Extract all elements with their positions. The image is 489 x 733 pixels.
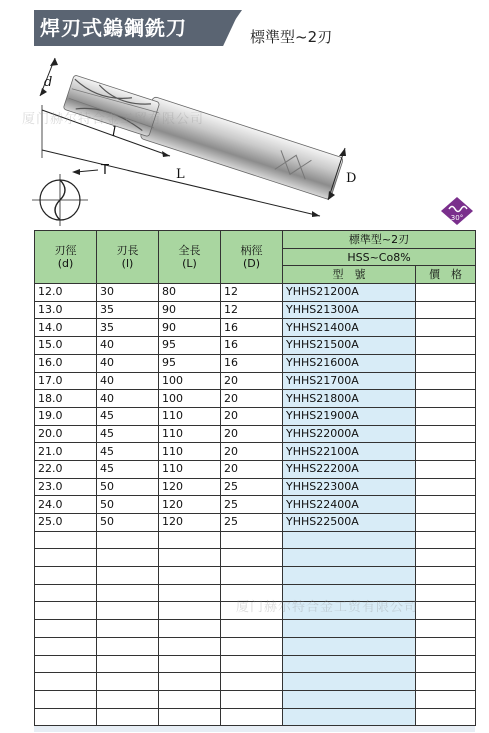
- empty-cell: [35, 549, 97, 567]
- cell-model: YHHS22500A: [283, 514, 416, 532]
- table-row: [35, 301, 476, 319]
- cell-model: YHHS21200A: [283, 284, 416, 302]
- empty-cell: [416, 708, 476, 726]
- table-row: [35, 284, 476, 302]
- cell-L: 110: [159, 460, 221, 478]
- empty-cell: [221, 673, 283, 691]
- cell-L: 80: [159, 284, 221, 302]
- empty-cell: [221, 549, 283, 567]
- empty-cell: [283, 531, 416, 549]
- empty-cell: [416, 690, 476, 708]
- cell-L: 95: [159, 337, 221, 355]
- empty-cell: [283, 637, 416, 655]
- cell-l: 40: [97, 337, 159, 355]
- table-row: [35, 460, 476, 478]
- table-row: [35, 514, 476, 532]
- cell-price: [416, 425, 476, 443]
- empty-row: [35, 690, 476, 708]
- empty-row: [35, 637, 476, 655]
- empty-cell: [159, 602, 221, 620]
- cell-price: [416, 478, 476, 496]
- empty-cell: [416, 637, 476, 655]
- tool-drawing: [0, 50, 489, 230]
- empty-cell: [35, 708, 97, 726]
- table-row: [35, 407, 476, 425]
- page-subtitle: 標準型~2刃: [250, 28, 333, 46]
- header-material: HSS~Co8%: [283, 248, 476, 266]
- cell-D: 20: [221, 407, 283, 425]
- cell-price: [416, 390, 476, 408]
- empty-cell: [416, 620, 476, 638]
- empty-cell: [221, 708, 283, 726]
- cell-D: 16: [221, 354, 283, 372]
- cell-d: 13.0: [35, 301, 97, 319]
- watermark-bottom: 厦门赫尔特合金工贸有限公司: [236, 600, 419, 615]
- empty-cell: [97, 690, 159, 708]
- cell-L: 95: [159, 354, 221, 372]
- empty-cell: [97, 708, 159, 726]
- cell-L: 120: [159, 514, 221, 532]
- empty-cell: [221, 620, 283, 638]
- cell-l: 45: [97, 407, 159, 425]
- cell-price: [416, 284, 476, 302]
- cell-price: [416, 496, 476, 514]
- cell-d: 16.0: [35, 354, 97, 372]
- cell-D: 25: [221, 514, 283, 532]
- label-d: d: [44, 75, 53, 90]
- cell-D: 12: [221, 284, 283, 302]
- cell-model: YHHS21800A: [283, 390, 416, 408]
- badge-label: 30°: [450, 214, 464, 222]
- table-row: [35, 478, 476, 496]
- cell-d: 12.0: [35, 284, 97, 302]
- spec-table: [34, 230, 476, 726]
- bottom-bar: [34, 726, 475, 732]
- cell-model: YHHS21600A: [283, 354, 416, 372]
- cell-model: YHHS21400A: [283, 319, 416, 337]
- empty-cell: [159, 655, 221, 673]
- empty-cell: [97, 673, 159, 691]
- empty-cell: [283, 708, 416, 726]
- cell-price: [416, 337, 476, 355]
- table-row: [35, 496, 476, 514]
- cell-l: 40: [97, 372, 159, 390]
- cell-model: YHHS22200A: [283, 460, 416, 478]
- empty-cell: [416, 655, 476, 673]
- label-L: L: [176, 167, 185, 182]
- empty-cell: [221, 690, 283, 708]
- cell-D: 25: [221, 478, 283, 496]
- empty-cell: [416, 549, 476, 567]
- header-overall-len: 全長 (L): [159, 231, 221, 284]
- cell-L: 110: [159, 443, 221, 461]
- cell-L: 110: [159, 407, 221, 425]
- cell-model: YHHS22000A: [283, 425, 416, 443]
- header-blade-dia: 刃徑 (d): [35, 231, 97, 284]
- empty-row: [35, 531, 476, 549]
- header-model: 型 號: [283, 266, 416, 284]
- header-blade-len: 刃長 (l): [97, 231, 159, 284]
- cell-d: 14.0: [35, 319, 97, 337]
- empty-cell: [416, 584, 476, 602]
- empty-cell: [97, 567, 159, 585]
- empty-cell: [159, 584, 221, 602]
- cell-d: 18.0: [35, 390, 97, 408]
- cell-l: 50: [97, 478, 159, 496]
- cell-L: 120: [159, 496, 221, 514]
- empty-row: [35, 620, 476, 638]
- cell-l: 45: [97, 443, 159, 461]
- cell-model: YHHS21700A: [283, 372, 416, 390]
- empty-cell: [35, 637, 97, 655]
- empty-cell: [97, 584, 159, 602]
- cell-price: [416, 354, 476, 372]
- empty-cell: [35, 602, 97, 620]
- empty-cell: [159, 620, 221, 638]
- empty-cell: [416, 531, 476, 549]
- cell-model: YHHS22400A: [283, 496, 416, 514]
- cell-price: [416, 407, 476, 425]
- end-mill-illustration: [0, 50, 489, 230]
- empty-cell: [221, 655, 283, 673]
- watermark: 厦门赫尔特合金工贸有限公司: [22, 112, 205, 127]
- cell-d: 21.0: [35, 443, 97, 461]
- table-row: [35, 443, 476, 461]
- hexagon-badge-icon: [440, 196, 474, 226]
- empty-cell: [35, 620, 97, 638]
- cell-model: YHHS21900A: [283, 407, 416, 425]
- cell-L: 90: [159, 319, 221, 337]
- cell-l: 50: [97, 514, 159, 532]
- cell-d: 19.0: [35, 407, 97, 425]
- empty-cell: [416, 567, 476, 585]
- cell-price: [416, 319, 476, 337]
- cell-D: 20: [221, 390, 283, 408]
- cell-d: 22.0: [35, 460, 97, 478]
- label-T: T: [101, 163, 109, 178]
- cell-D: 20: [221, 372, 283, 390]
- cell-l: 35: [97, 301, 159, 319]
- cell-L: 110: [159, 425, 221, 443]
- cell-l: 45: [97, 425, 159, 443]
- cell-price: [416, 301, 476, 319]
- empty-cell: [35, 584, 97, 602]
- empty-cell: [159, 637, 221, 655]
- cell-L: 100: [159, 372, 221, 390]
- empty-cell: [97, 620, 159, 638]
- empty-cell: [416, 673, 476, 691]
- helix-angle-badge: [440, 196, 474, 226]
- empty-cell: [159, 531, 221, 549]
- empty-cell: [35, 673, 97, 691]
- empty-cell: [283, 690, 416, 708]
- cell-l: 35: [97, 319, 159, 337]
- cell-d: 23.0: [35, 478, 97, 496]
- table-row: [35, 319, 476, 337]
- cell-l: 40: [97, 354, 159, 372]
- cell-price: [416, 443, 476, 461]
- table-row: [35, 372, 476, 390]
- cell-l: 50: [97, 496, 159, 514]
- empty-cell: [416, 602, 476, 620]
- table-row: [35, 337, 476, 355]
- empty-cell: [97, 531, 159, 549]
- empty-cell: [221, 567, 283, 585]
- empty-cell: [97, 549, 159, 567]
- label-D: D: [346, 171, 357, 186]
- cell-L: 120: [159, 478, 221, 496]
- cell-model: YHHS22300A: [283, 478, 416, 496]
- empty-row: [35, 567, 476, 585]
- empty-cell: [221, 637, 283, 655]
- cell-D: 20: [221, 425, 283, 443]
- cell-d: 20.0: [35, 425, 97, 443]
- empty-cell: [283, 549, 416, 567]
- cell-D: 16: [221, 319, 283, 337]
- cell-price: [416, 514, 476, 532]
- empty-cell: [283, 567, 416, 585]
- empty-cell: [35, 690, 97, 708]
- empty-row: [35, 655, 476, 673]
- cell-l: 40: [97, 390, 159, 408]
- table-row: [35, 354, 476, 372]
- cell-d: 24.0: [35, 496, 97, 514]
- cell-D: 25: [221, 496, 283, 514]
- header-shank-dia: 柄徑 (D): [221, 231, 283, 284]
- cell-D: 20: [221, 460, 283, 478]
- empty-row: [35, 708, 476, 726]
- header-group: 標準型~2刃: [283, 231, 476, 249]
- cell-model: YHHS22100A: [283, 443, 416, 461]
- cell-D: 12: [221, 301, 283, 319]
- page-title: 焊刃式鎢鋼銑刀: [40, 16, 187, 40]
- table-row: [35, 425, 476, 443]
- empty-cell: [159, 690, 221, 708]
- cell-l: 45: [97, 460, 159, 478]
- cell-d: 15.0: [35, 337, 97, 355]
- cell-L: 100: [159, 390, 221, 408]
- cell-model: YHHS21500A: [283, 337, 416, 355]
- cell-model: YHHS21300A: [283, 301, 416, 319]
- cell-d: 25.0: [35, 514, 97, 532]
- table-row: [35, 390, 476, 408]
- empty-cell: [97, 637, 159, 655]
- cell-D: 16: [221, 337, 283, 355]
- cell-l: 30: [97, 284, 159, 302]
- cell-D: 20: [221, 443, 283, 461]
- cell-L: 90: [159, 301, 221, 319]
- header-price: 價 格: [416, 266, 476, 284]
- empty-cell: [283, 655, 416, 673]
- empty-cell: [35, 567, 97, 585]
- empty-cell: [97, 602, 159, 620]
- empty-cell: [35, 655, 97, 673]
- empty-row: [35, 673, 476, 691]
- empty-cell: [283, 620, 416, 638]
- empty-cell: [159, 708, 221, 726]
- cell-price: [416, 460, 476, 478]
- label-l: l: [112, 125, 117, 140]
- cell-d: 17.0: [35, 372, 97, 390]
- empty-cell: [221, 531, 283, 549]
- empty-row: [35, 549, 476, 567]
- empty-cell: [97, 655, 159, 673]
- empty-cell: [35, 531, 97, 549]
- empty-cell: [283, 673, 416, 691]
- empty-cell: [159, 673, 221, 691]
- empty-cell: [159, 549, 221, 567]
- empty-cell: [159, 567, 221, 585]
- spec-table-body: [35, 284, 476, 726]
- cell-price: [416, 372, 476, 390]
